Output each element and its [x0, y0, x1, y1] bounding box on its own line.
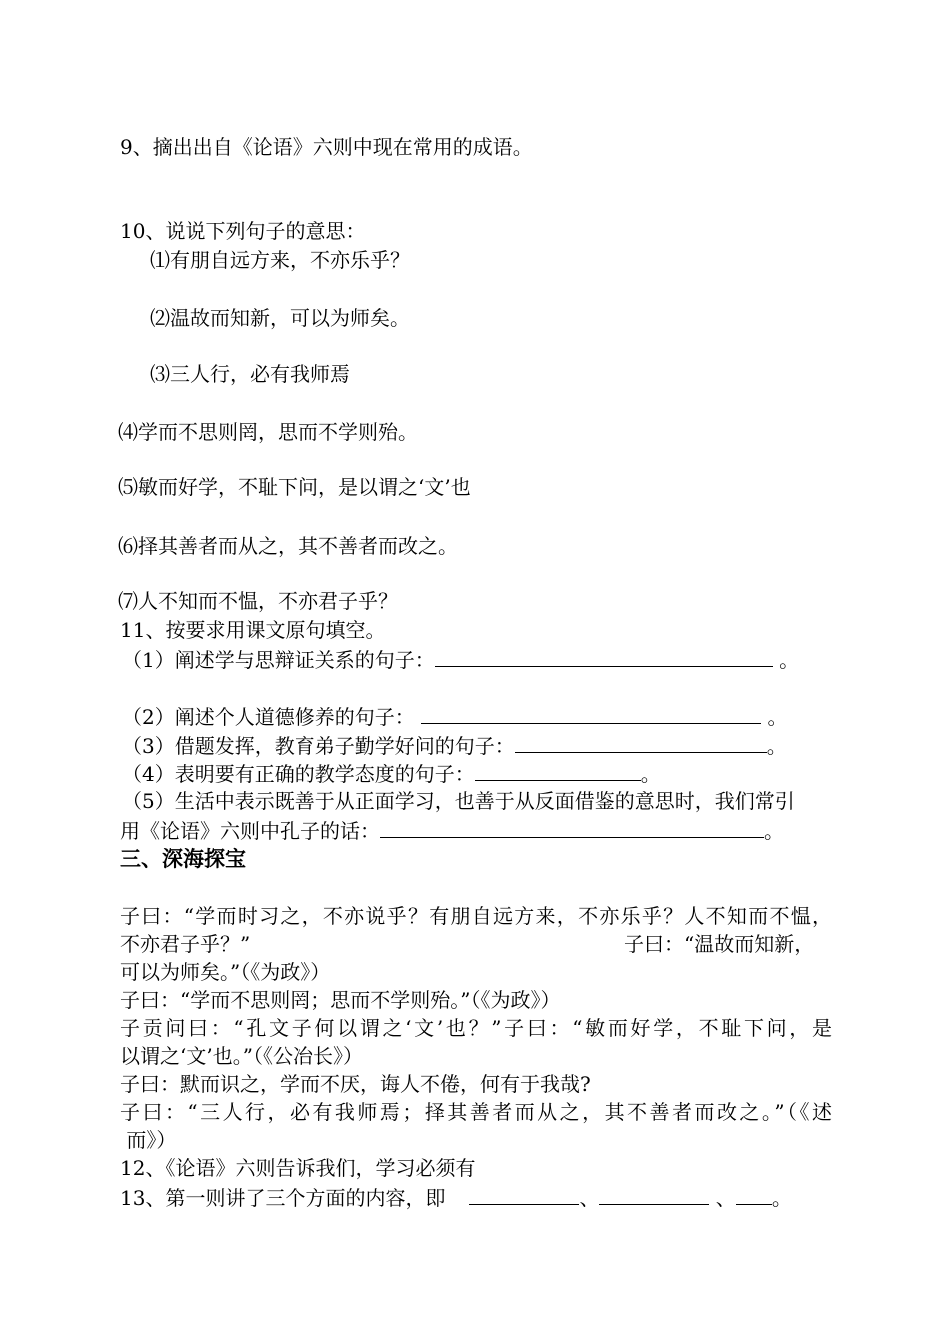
- passage-line-3: 子曰：“温故而知新，: [624, 932, 815, 956]
- passage-line-10: 而》）: [120, 1128, 177, 1152]
- fill-label: （1）阐述学与思辩证关系的句子：: [122, 648, 435, 672]
- question-10-title: 10、说说下列句子的意思：: [120, 219, 366, 243]
- answer-blank[interactable]: [515, 732, 767, 753]
- answer-blank-2[interactable]: [599, 1184, 709, 1205]
- fill-end: 。: [772, 648, 800, 672]
- question-11-item-4: [122, 760, 661, 787]
- question-10-item-7: ⑺人不知而不愠，不亦君子乎？: [118, 589, 398, 613]
- answer-blank[interactable]: [475, 760, 641, 781]
- fill-end: 。: [766, 734, 787, 758]
- question-10-item-4: ⑷学而不思则罔，思而不学则殆。: [118, 420, 418, 444]
- fill-label: 13、第一则讲了三个方面的内容，即: [120, 1186, 446, 1210]
- fill-end: 。: [640, 762, 661, 786]
- separator: 、: [579, 1186, 600, 1210]
- question-10-item-2: ⑵温故而知新，可以为师矣。: [150, 306, 410, 330]
- answer-blank-3[interactable]: [736, 1184, 772, 1205]
- fill-label: （2）阐述个人道德修养的句子：: [122, 705, 422, 729]
- question-10-item-5: ⑸敏而好学，不耻下问，是以谓之‘文’也: [118, 475, 471, 499]
- fill-label: 用《论语》六则中孔子的话：: [120, 819, 380, 843]
- passage-line-2: 不亦君子乎？”: [120, 932, 251, 956]
- question-11-item-5-line-1: （5）生活中表示既善于从正面学习，也善于从反面借鉴的意思时，我们常引: [122, 789, 795, 813]
- question-11-item-3: [122, 732, 787, 759]
- question-11-title: 11、按要求用课文原句填空。: [120, 618, 386, 642]
- separator: 、: [709, 1186, 736, 1210]
- question-10-item-3: ⑶三人行，必有我师焉: [150, 362, 350, 386]
- question-10-item-1: ⑴有朋自远方来，不亦乐乎？: [150, 248, 410, 272]
- fill-end: 。: [771, 1186, 792, 1210]
- question-11-item-2: [122, 703, 787, 730]
- question-11-item-5-line-2: [120, 817, 784, 844]
- question-9: 9、摘出出自《论语》六则中现在常用的成语。: [120, 135, 533, 159]
- question-12: 12、《论语》六则告诉我们，学习必须有: [120, 1156, 476, 1180]
- section-3-heading: 三、深海探宝: [120, 846, 246, 871]
- question-13: [120, 1184, 792, 1211]
- passage-line-8: 子曰：默而识之，学而不厌，诲人不倦，何有于我哉?: [120, 1072, 591, 1096]
- passage-line-1: 子曰：“学而时习之，不亦说乎？有朋自远方来，不亦乐乎？人不知而不愠，: [120, 904, 832, 928]
- fill-end: 。: [761, 705, 788, 729]
- answer-blank[interactable]: [421, 703, 761, 724]
- passage-line-6: 子贡问曰：“孔文子何以谓之‘文’也？”子曰：“敏而好学，不耻下问，是: [120, 1016, 832, 1040]
- answer-blank-1[interactable]: [469, 1184, 579, 1205]
- fill-end: 。: [764, 819, 784, 843]
- question-10-item-6: ⑹择其善者而从之，其不善者而改之。: [118, 534, 458, 558]
- passage-line-5: 子曰：“学而不思则罔；思而不学则殆。”（《为政》）: [120, 988, 561, 1012]
- fill-label: （4）表明要有正确的教学态度的句子：: [122, 762, 475, 786]
- question-11-item-1: [122, 646, 799, 673]
- answer-blank[interactable]: [435, 646, 773, 667]
- fill-label: （3）借题发挥，教育弟子勤学好问的句子：: [122, 734, 515, 758]
- passage-line-9: 子曰：“三人行，必有我师焉；择其善者而从之，其不善者而改之。”（《述: [120, 1100, 832, 1124]
- passage-line-4: 可以为师矣。”（《为政》）: [120, 960, 331, 984]
- answer-blank[interactable]: [380, 817, 764, 838]
- passage-line-7: 以谓之‘文’也。”（《公冶长》）: [120, 1044, 363, 1068]
